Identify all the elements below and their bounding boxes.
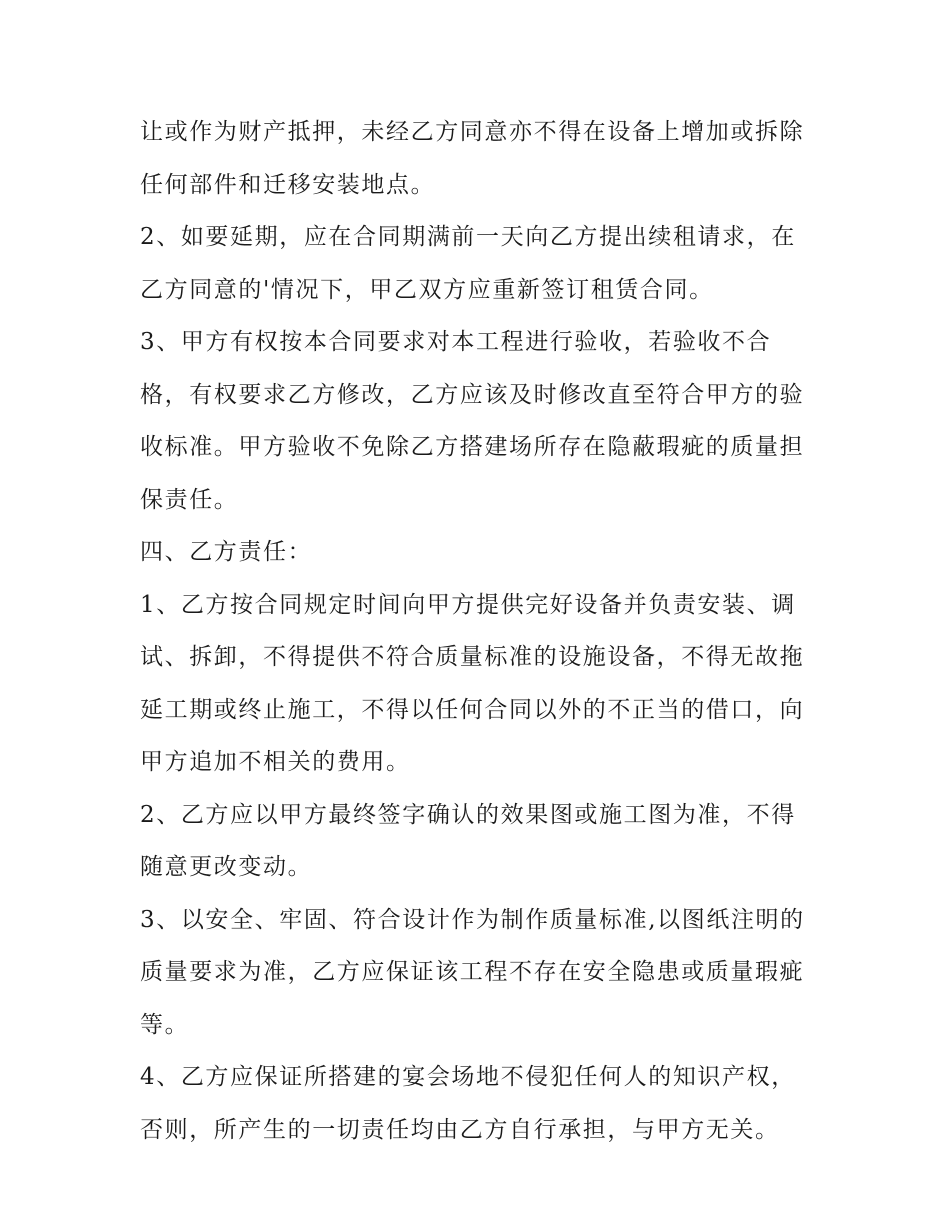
text-line: 延工期或终止施工，不得以任何合同以外的不正当的借口，向 <box>140 696 805 723</box>
text-line: 格，有权要求乙方修改，乙方应该及时修改直至符合甲方的验 <box>140 381 805 408</box>
text-line: 任何部件和迁移安装地点。 <box>140 171 436 198</box>
text-line: 等。 <box>140 1011 190 1038</box>
section-heading: 四、乙方责任： <box>140 539 313 565</box>
text-line: 3、以安全、牢固、符合设计作为制作质量标准,以图纸注明的 <box>140 906 805 933</box>
text-line: 甲方追加不相关的费用。 <box>140 749 411 775</box>
text-line: 4、乙方应保证所搭建的宴会场地不侵犯任何人的知识产权， <box>140 1064 796 1090</box>
text-line: 质量要求为准，乙方应保证该工程不存在安全隐患或质量瑕疵 <box>140 959 805 985</box>
text-line: 收标准。甲方验收不免除乙方搭建场所存在隐蔽瑕疵的质量担 <box>140 434 805 460</box>
text-line: 乙方同意的'情况下，甲乙双方应重新签订租赁合同。 <box>140 276 714 303</box>
text-line: 2、如要延期，应在合同期满前一天向乙方提出续租请求，在 <box>140 224 796 250</box>
text-line: 2、乙方应以甲方最终签字确认的效果图或施工图为准，不得 <box>140 801 796 828</box>
text-line: 保责任。 <box>140 486 239 513</box>
document-body <box>140 106 820 1156</box>
text-line: 否则，所产生的一切责任均由乙方自行承担，与甲方无关。 <box>140 1116 780 1143</box>
text-line: 1、乙方按合同规定时间向甲方提供完好设备并负责安装、调 <box>140 591 796 618</box>
text-line: 3、甲方有权按本合同要求对本工程进行验收，若验收不合 <box>140 329 772 355</box>
text-line: 随意更改变动。 <box>140 854 313 880</box>
text-line: 试、拆卸，不得提供不符合质量标准的设施设备，不得无故拖 <box>140 644 805 670</box>
text-line: 让或作为财产抵押，未经乙方同意亦不得在设备上增加或拆除 <box>140 119 805 145</box>
